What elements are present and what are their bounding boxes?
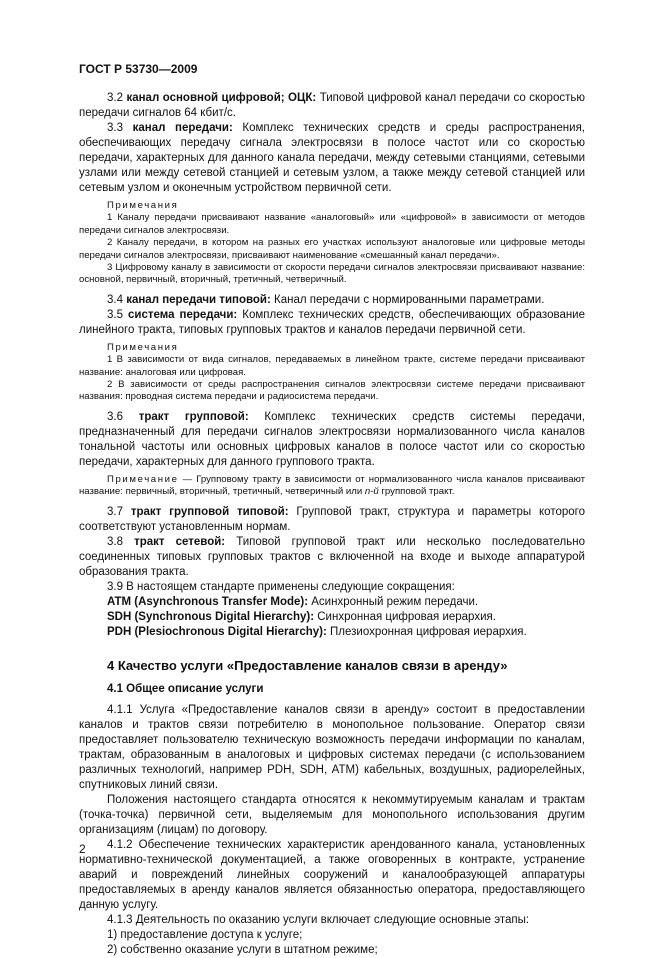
document-header: ГОСТ Р 53730—2009 — [79, 62, 198, 76]
list-item: 1) предоставление доступа к услуге; — [107, 928, 303, 941]
note-block-3 — [79, 474, 585, 499]
note-item: 2 Каналу передачи, в котором на разных его участках используют аналоговые или цифровые методы передачи сигналов электросвязи, присваивают наименование «смешанный канал передачи». — [79, 237, 585, 261]
paragraph-4-1-3: 4.1.3 Деятельность по оказанию услуги включает следующие основные этапы: — [107, 913, 530, 926]
term: тракт групповой: — [138, 410, 249, 423]
paragraph-4-1-1: 4.1.1 Услуга «Предоставление каналов связи в аренду» состоит в предоставлении каналов и трактов связи потребителю в монопольное пользование. Оператор связи предоставляет пользователю техническую возможность передачи информации по каналам, трактам, образованным в аналоговых и цифровых системах передачи (с использованием различных технологий, например PDH, SDH, ATM) кабельных, воздушных, радиорелейных, спутниковых линий связи. — [79, 703, 585, 791]
note-title: Примечание — [107, 473, 179, 485]
note-item: Примечание — Групповому тракту в зависимости от нормализованного числа каналов присваивают название: первичный, вторичный, третичный, четверичный или n-й групповой тракт. — [79, 473, 585, 498]
section-4-heading: 4 Качество услуги «Предоставление каналов связи в аренду» — [107, 657, 508, 673]
term: тракт групповой типовой: — [130, 505, 289, 518]
term: тракт сетевой: — [134, 535, 226, 548]
paragraph-scope: Положения настоящего стандарта относятся к некоммутируемым каналам и трактам (точка-точка) первичной сети, выделяемым для монопольного использования другим организациям (лицам) по договору. — [79, 793, 585, 836]
note-item: 1 Каналу передачи присваивают название «аналоговый» или «цифровой» в зависимости от методов передачи сигналов электросвязи. — [79, 212, 585, 236]
term: канал передачи: — [132, 122, 233, 134]
notes-block-2 — [79, 342, 585, 404]
notes-title: Примечания — [107, 341, 179, 353]
definition-3-6: 3.6 тракт групповой: Комплекс технических средств системы передачи, предназначенный для передачи сигналов электросвязи нормализованного числа каналов тональной частоты или основных цифровых каналов в полосе частот или со скоростью передачи, характерных для данного группового тракта. — [79, 410, 586, 468]
notes-title: Примечания — [107, 200, 179, 211]
definition-3-7: 3.7 тракт групповой типовой: Групповой тракт, структура и параметры которого соответствуют установленным нормам. — [79, 505, 585, 533]
definition-3-4: 3.4 канал передачи типовой: Канал передачи с нормированными параметрами. — [107, 293, 545, 306]
note-item: 2 В зависимости от среды распространения сигналов электросвязи системе передачи присваивают названия: проводная система передачи и радиосистема передачи. — [79, 379, 585, 403]
abbreviation-pdh: PDH (Plesiochronous Digital Hierarchy): Плезиохронная цифровая иерархия. — [107, 625, 527, 638]
note-item: 1 В зависимости от вида сигналов, передаваемых в линейном тракте, системе передачи присваивают название: аналоговая или цифровая. — [79, 354, 585, 378]
paragraph-4-1-2: 4.1.2 Обеспечение технических характеристик арендованного канала, установленных нормативно-технической документацией, а также оговоренных в контракте, устранение аварий и повреждений линейных сооружений и каналообразующей аппаратуры предоставляемых в аренду каналов является обязанностью оператора, предоставляющего данную услугу. — [79, 838, 585, 911]
document-body — [79, 91, 585, 958]
term: система передачи: — [128, 308, 238, 321]
abbreviation-sdh: SDH (Synchronous Digital Hierarchy): Синхронная цифровая иерархия. — [107, 610, 496, 623]
note-item: 3 Цифровому каналу в зависимости от скорости передачи сигналов электросвязи присваивают название: основной, первичный, вторичный, третичный, четверичный. — [79, 262, 585, 286]
definition-3-5: 3.5 система передачи: Комплекс технических средств, обеспечивающих образование линейного тракта, типовых групповых трактов и каналов передачи первичной сети. — [79, 308, 586, 336]
notes-block-1 — [79, 200, 585, 287]
abbreviation-atm: ATM (Asynchronous Transfer Mode): Асинхронный режим передачи. — [107, 595, 479, 608]
section-4-1-heading: 4.1 Общее описание услуги — [107, 682, 264, 695]
definition-3-2: 3.2 канал основной цифровой; ОЦК: Типовой цифровой канал передачи со скоростью передачи сигналов 64 кбит/с. — [79, 92, 585, 119]
term: канал основной цифровой; ОЦК: — [126, 92, 317, 104]
abbreviations-intro: 3.9 В настоящем стандарте применены следующие сокращения: — [107, 580, 455, 593]
term: канал передачи типовой: — [126, 293, 271, 306]
definition-3-8: 3.8 тракт сетевой: Типовой групповой тракт или несколько последовательно соединенных типовых групповых трактов с включенной на входе и выходе аппаратурой образования тракта. — [79, 535, 585, 578]
list-item: 2) собственно оказание услуги в штатном режиме; — [107, 943, 378, 956]
page-number: 2 — [79, 842, 86, 856]
definition-3-3: 3.3 канал передачи: Комплекс технических средств и среды распространения, обеспечивающих передачу сигнала электросвязи в полосе частот или со скоростью передачи, характерных для данного канала передачи, между сетевыми станциями, сетевыми узлами или между сетевой станцией и сетевым узлом, а также между сетевой станцией или сетевым узлом и оконечным устройством первичной сети. — [79, 122, 585, 194]
